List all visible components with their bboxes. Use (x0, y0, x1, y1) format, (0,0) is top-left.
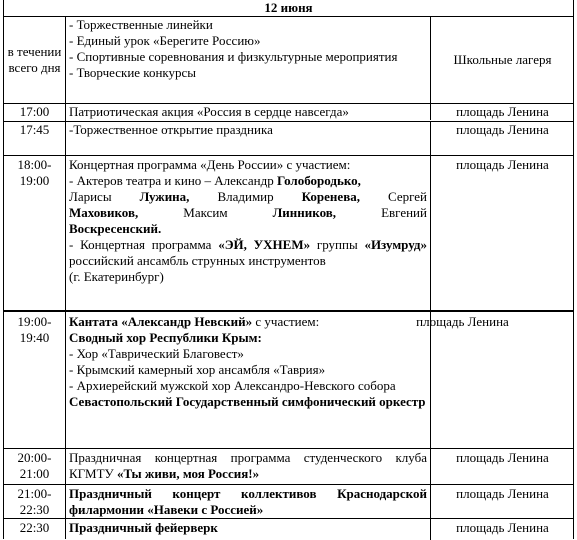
actor-surname: Воскресенский. (69, 221, 162, 236)
choir-item: - Крымский камерный хор ансамбля «Таврия» (69, 362, 326, 377)
concert-lead: - Концертная программа (69, 237, 219, 252)
event-line: - Спортивные соревнования и физкультурные мероприятия (69, 49, 398, 64)
time-cell: 22:30 (4, 519, 66, 539)
actor-surname: Линников, (272, 205, 337, 220)
time-text: в течении всего дня (7, 44, 62, 75)
actor-firstname: Владимир (217, 189, 274, 204)
actor-surname: Голобородько, (276, 173, 361, 188)
event-line: - Творческие конкурсы (69, 65, 197, 80)
concert-mid: группы (310, 237, 365, 252)
time-cell: 17:45 (4, 122, 66, 155)
table-row (3, 485, 574, 519)
table-row (3, 122, 574, 156)
event-cell: -Торжественное открытие праздника (66, 122, 431, 155)
concert-line (69, 237, 427, 269)
table-row (3, 17, 574, 104)
city-line: (г. Екатеринбург) (69, 269, 164, 284)
actors-line (69, 205, 427, 221)
time-cell: 18:00- 19:00 (4, 156, 66, 310)
schedule-table (3, 0, 574, 539)
event-cell: Праздничный концерт коллективов Краснодарской филармонии «Навеки с Россией» (66, 485, 431, 519)
place-cell: площадь Ленина (456, 157, 549, 172)
cantata-title: Кантата «Александр Невский» (69, 314, 253, 329)
time-cell: 21:00- 22:30 (4, 485, 66, 518)
table-row (3, 104, 574, 122)
time-cell: 20:00- 21:00 (4, 449, 66, 484)
actor-firstname: Сергей (387, 189, 427, 204)
event-cell: Праздничный фейерверк (66, 519, 431, 540)
place-cell: площадь Ленина (456, 450, 549, 465)
group-name: «Изумруд» (364, 237, 427, 252)
concert-tail: российский ансамбль струнных инструментов (69, 253, 326, 268)
event-cell: Патриотическая акция «Россия в сердце навсегда» (66, 104, 431, 120)
table-row (3, 311, 574, 449)
actor-firstname: Ларисы (69, 189, 112, 204)
actor-surname: Маховиков, (69, 205, 139, 220)
actors-line (69, 221, 427, 237)
event-title: «Ты живи, моя Россия!» (116, 466, 260, 481)
choir-item: - Хор «Таврический Благовест» (69, 346, 244, 361)
actor-firstname: Евгений (381, 205, 427, 220)
actors-lead: - Актеров театра и кино – Александр (69, 173, 277, 188)
actor-firstname: Максим (183, 205, 228, 220)
time-cell: 19:00- 19:40 (4, 312, 66, 448)
time-cell (4, 17, 66, 103)
actors-line (69, 189, 427, 205)
cantata-tail: с участием: (252, 314, 320, 329)
event-cell (66, 156, 431, 311)
event-line: - Единый урок «Берегите Россию» (69, 33, 261, 48)
place-cell (432, 17, 573, 103)
place-cell: площадь Ленина (416, 314, 509, 329)
choir-title: Сводный хор Республики Крым: (69, 330, 262, 345)
place-cell: площадь Ленина (456, 520, 549, 535)
choir-item: - Архиерейский мужской хор Александро-Невского собора (69, 378, 396, 393)
actors-line (69, 173, 427, 189)
event-cell (66, 449, 431, 485)
event-cell (66, 17, 431, 103)
table-row (3, 156, 574, 311)
place-cell: площадь Ленина (456, 122, 549, 137)
actor-surname: Лужина, (139, 189, 190, 204)
event-intro: Концертная программа «День России» с участием: (69, 157, 351, 172)
event-lead: Праздничная концертная программа студенческого клуба КГМТУ (69, 450, 427, 481)
place-cell: площадь Ленина (456, 486, 549, 501)
place-text: Школьные лагеря (453, 52, 552, 67)
table-row (3, 519, 574, 539)
actor-surname: Коренева, (301, 189, 360, 204)
concert-name: «ЭЙ, УХНЕМ» (218, 237, 311, 252)
date-header: 12 июня (3, 0, 574, 17)
orchestra-name: Севастопольский Государственный симфонический оркестр (69, 394, 426, 409)
event-line: - Торжественные линейки (69, 17, 213, 32)
time-cell: 17:00 (4, 104, 66, 121)
table-row (3, 449, 574, 485)
place-cell: площадь Ленина (456, 104, 549, 119)
